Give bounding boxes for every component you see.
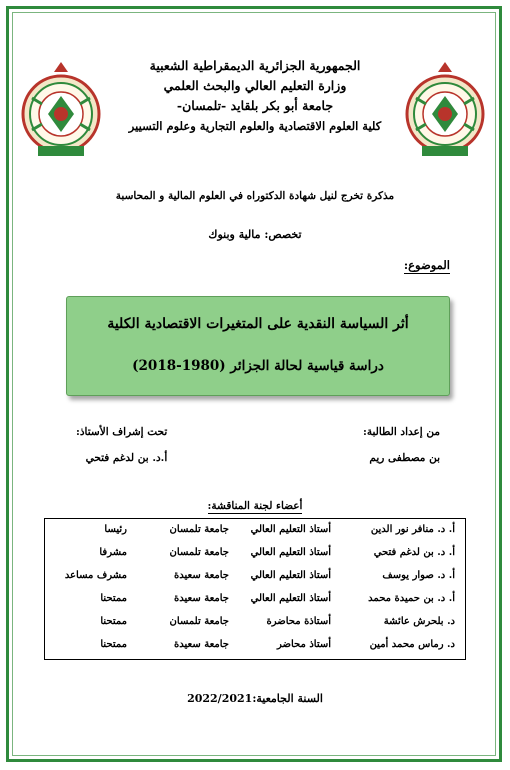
supervisor-block (76, 422, 167, 468)
table-row (45, 590, 465, 613)
jury-name: أ. د. صوار يوسف (382, 570, 455, 581)
jury-institution: جامعة تلمسان (169, 547, 229, 558)
academic-year: السنة الجامعية:2022/2021 (187, 692, 323, 705)
jury-rank: أستاذ التعليم العالي (250, 570, 331, 581)
university-seal-left-icon (20, 58, 102, 160)
jury-heading (60, 494, 450, 513)
jury-name: أ. د. منافر نور الدين (370, 524, 455, 535)
jury-name: د. رماس محمد أمين (369, 639, 455, 650)
student-label: من إعداد الطالبة: (362, 426, 440, 438)
table-row (45, 613, 465, 636)
jury-institution: جامعة سعيدة (174, 639, 229, 650)
table-row (45, 521, 465, 544)
supervisor-label: تحت إشراف الأستاذ: (76, 426, 168, 438)
jury-institution: جامعة تلمسان (169, 616, 229, 627)
specialization: تخصص: مالية وبنوك (208, 228, 302, 241)
republic-line: الجمهورية الجزائرية الديمقراطية الشعبية (149, 58, 361, 73)
ministry-line: وزارة التعليم العالي والبحث العلمي (163, 78, 347, 93)
topic-label: الموضوع: (403, 258, 450, 272)
university-seal-right-icon (404, 58, 486, 160)
university-line: جامعة أبو بكر بلقايد -تلمسان- (176, 98, 334, 113)
jury-role: ممتحنا (100, 593, 127, 604)
faculty-line: كلية العلوم الاقتصادية والعلوم التجارية وعلوم التسيير (128, 119, 382, 133)
jury-rank: أستاذة محاضرة (266, 616, 331, 627)
table-row (45, 636, 465, 659)
jury-heading-text: أعضاء لجنة المناقشة: (207, 500, 303, 512)
jury-institution: جامعة سعيدة (174, 593, 229, 604)
jury-rank: أستاذ التعليم العالي (250, 593, 331, 604)
seal-right-label: TLEMCEN (428, 148, 462, 156)
jury-name: أ. د. بن لدغم فتحي (373, 547, 455, 558)
student-name: بن مصطفى ريم (369, 452, 440, 464)
table-row (45, 567, 465, 590)
jury-role: رئيسا (104, 524, 127, 535)
jury-name: د. بلحرش عائشة (383, 616, 455, 627)
table-row (45, 544, 465, 567)
thesis-title-box (66, 296, 450, 396)
jury-role: مشرف مساعد (64, 570, 127, 581)
thesis-title: أثر السياسة النقدية على المتغيرات الاقتصادية الكلية (107, 316, 409, 332)
jury-table (44, 518, 466, 660)
jury-role: مشرفا (99, 547, 127, 558)
student-block (363, 422, 440, 468)
jury-role: ممتحنا (100, 639, 127, 650)
jury-institution: جامعة سعيدة (174, 570, 229, 581)
thesis-subtitle: دراسة قياسية لحالة الجزائر (1980-2018) (132, 358, 384, 374)
jury-name: أ. د. بن حميدة محمد (368, 593, 455, 604)
jury-institution: جامعة تلمسان (169, 524, 229, 535)
jury-role: ممتحنا (100, 616, 127, 627)
jury-rank: أستاذ التعليم العالي (250, 547, 331, 558)
supervisor-name: أ.د. بن لدغم فتحي (85, 452, 168, 464)
jury-rank: أستاذ محاضر (276, 639, 331, 650)
jury-rank: أستاذ التعليم العالي (250, 524, 331, 535)
memo-description: مذكرة تخرج لنيل شهادة الدكتوراه في العلوم المالية و المحاسبة (115, 190, 395, 202)
institution-header (120, 56, 390, 136)
